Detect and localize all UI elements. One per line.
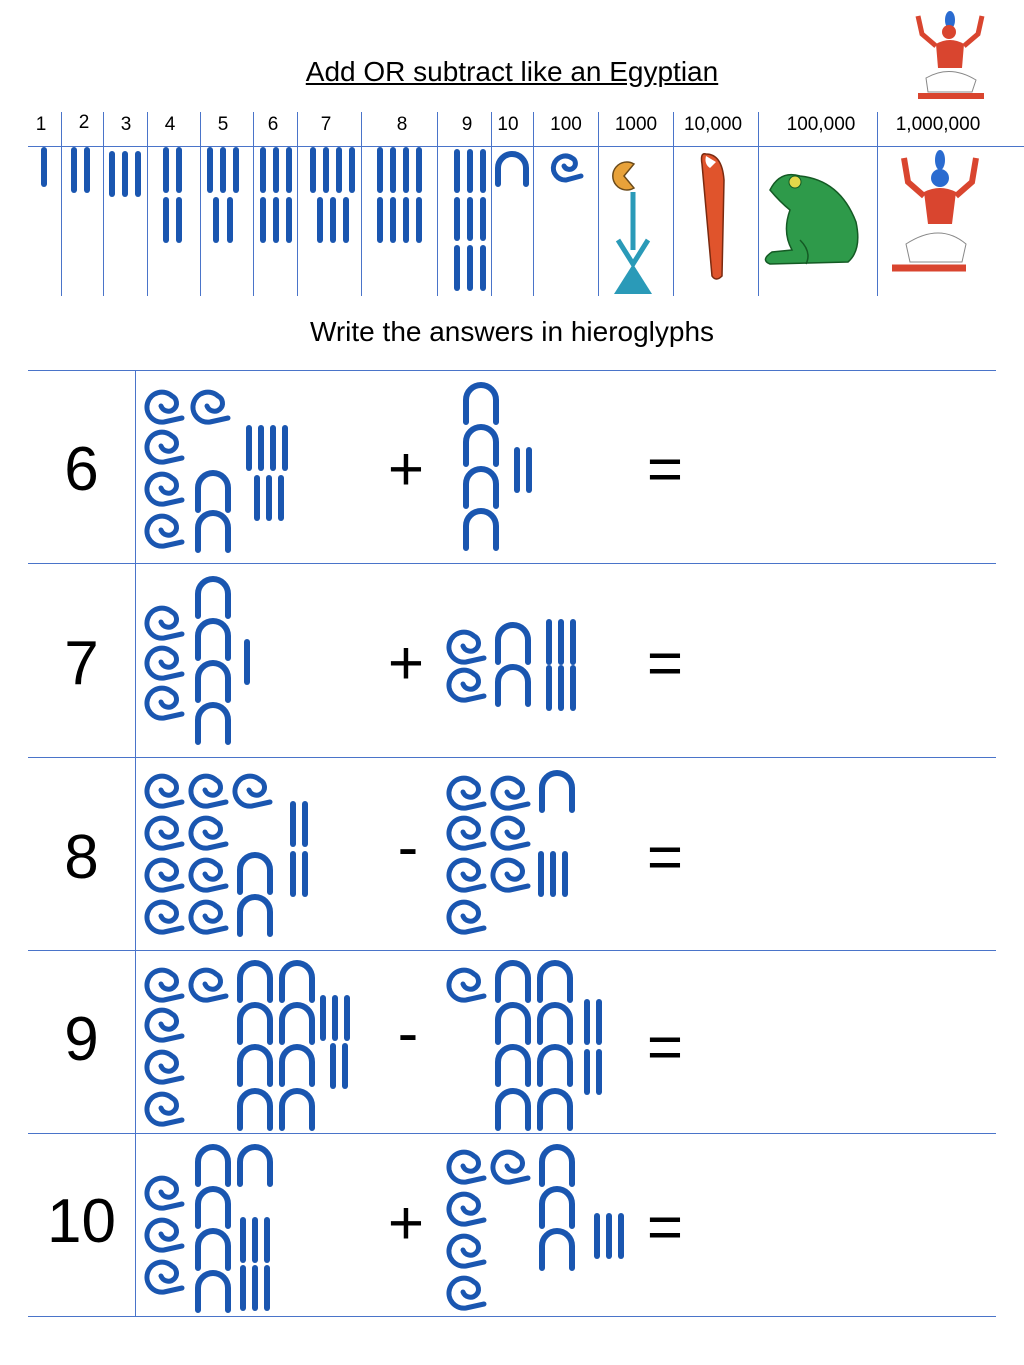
problem-number: 10 (47, 1187, 116, 1256)
equals-sign: = (646, 435, 684, 504)
key-label: 100 (550, 114, 582, 135)
heel-bone-icon (466, 385, 496, 422)
heel-bone-icon (466, 427, 496, 464)
heel-bone-icon (240, 897, 270, 934)
problem-number: 9 (64, 1005, 99, 1074)
key-label: 4 (164, 114, 176, 135)
heel-bone-icon (542, 1147, 572, 1184)
heel-bone-icon (540, 963, 570, 1000)
coil-rope-icon (449, 1236, 484, 1266)
equals-sign: = (646, 823, 684, 892)
heel-bone-icon (198, 621, 228, 658)
heel-bone-icon (198, 579, 228, 616)
heel-bone-icon (198, 705, 228, 742)
heel-bone-icon (540, 1091, 570, 1128)
problem-number: 8 (64, 823, 99, 892)
heel-bone-icon (240, 855, 270, 892)
key-label: 9 (461, 114, 473, 135)
key-label: 100,000 (786, 114, 856, 135)
coil-rope-icon (449, 1278, 484, 1308)
coil-rope-icon (493, 818, 528, 848)
heel-bone-icon (498, 1047, 528, 1084)
heel-bone-icon (240, 1091, 270, 1128)
coil-rope-icon (147, 1052, 182, 1082)
operator-sign: - (397, 813, 419, 882)
problem-number: 6 (64, 435, 99, 504)
key-label: 6 (267, 114, 279, 135)
heel-bone-icon (466, 469, 496, 506)
heel-bone-icon (198, 513, 228, 550)
heel-bone-icon (198, 1231, 228, 1268)
coil-rope-icon (191, 902, 226, 932)
key-label: 10 (497, 114, 519, 135)
coil-rope-icon (493, 1152, 528, 1182)
page-title: Add OR subtract like an Egyptian (305, 56, 719, 87)
heel-bone-icon (498, 1005, 528, 1042)
coil-rope-icon (147, 608, 182, 638)
heel-bone-icon (282, 1005, 312, 1042)
coil-rope-icon (191, 818, 226, 848)
coil-rope-icon (147, 860, 182, 890)
coil-rope-icon (235, 776, 270, 806)
coil-rope-icon (449, 1194, 484, 1224)
hieroglyph-group-right (449, 1147, 621, 1308)
key-label: 5 (217, 114, 229, 135)
key-label: 1 (35, 114, 47, 135)
hieroglyph-group-right (449, 622, 573, 708)
key-label: 3 (120, 114, 132, 135)
coil-rope-icon (449, 1152, 484, 1182)
coil-rope-icon (193, 392, 228, 422)
coil-rope-icon (493, 778, 528, 808)
heel-bone-icon (198, 1273, 228, 1310)
heel-bone-icon (198, 663, 228, 700)
key-label: 2 (78, 112, 90, 133)
coil-rope-icon (449, 778, 484, 808)
coil-rope-icon (449, 632, 484, 662)
coil-rope-icon (147, 516, 182, 546)
coil-rope-icon (147, 1262, 182, 1292)
heel-bone-icon (542, 1189, 572, 1226)
equals-sign: = (646, 1193, 684, 1262)
key-label: 8 (396, 114, 408, 135)
heel-bone-icon (240, 1147, 270, 1184)
heel-bone-icon (498, 1091, 528, 1128)
coil-rope-icon (449, 970, 484, 1000)
equals-sign: = (646, 629, 684, 698)
coil-rope-icon (147, 392, 182, 422)
problem-number: 7 (64, 629, 99, 698)
coil-rope-icon (147, 688, 182, 718)
coil-rope-icon (147, 776, 182, 806)
hieroglyph-group-left (147, 963, 347, 1128)
coil-rope-icon (191, 970, 226, 1000)
hieroglyph-group-left (147, 392, 285, 550)
heel-bone-icon (282, 1047, 312, 1084)
coil-rope-icon (147, 1220, 182, 1250)
heel-bone-icon (542, 773, 572, 810)
coil-rope-icon (147, 818, 182, 848)
coil-rope-icon (147, 1094, 182, 1124)
coil-rope-icon (493, 860, 528, 890)
heel-bone-icon (540, 1047, 570, 1084)
hieroglyph-group-left (147, 776, 305, 934)
heel-bone-icon (498, 667, 528, 704)
hieroglyph-group-left (147, 579, 247, 742)
coil-rope-icon (147, 432, 182, 462)
heel-bone-icon (240, 1047, 270, 1084)
coil-rope-icon (147, 902, 182, 932)
heel-bone-icon (542, 1231, 572, 1268)
coil-rope-icon (147, 1010, 182, 1040)
coil-rope-icon (147, 970, 182, 1000)
heel-bone-icon (498, 625, 528, 662)
key-label: 1000 (614, 114, 658, 135)
heel-bone-icon (240, 1005, 270, 1042)
equals-sign: = (646, 1013, 684, 1082)
coil-rope-icon (449, 902, 484, 932)
heel-bone-icon (540, 1005, 570, 1042)
coil-rope-icon (449, 860, 484, 890)
key-label: 7 (320, 114, 332, 135)
instructions: Write the answers in hieroglyphs (309, 316, 715, 347)
hieroglyph-group-right (449, 773, 572, 932)
hieroglyph-group-right (466, 385, 529, 548)
coil-rope-icon (147, 1178, 182, 1208)
heel-bone-icon (282, 1091, 312, 1128)
operator-sign: + (387, 1189, 425, 1258)
operator-sign: - (397, 999, 419, 1068)
coil-rope-icon (191, 860, 226, 890)
key-label: 10,000 (683, 114, 743, 135)
heel-bone-icon (240, 963, 270, 1000)
heel-bone-icon (498, 963, 528, 1000)
coil-rope-icon (191, 776, 226, 806)
heel-bone-icon (198, 1147, 228, 1184)
coil-rope-icon (449, 818, 484, 848)
coil-rope-icon (147, 474, 182, 504)
coil-rope-icon (147, 648, 182, 678)
heel-bone-icon (282, 963, 312, 1000)
key-label: 1,000,000 (895, 114, 981, 135)
hieroglyph-group-right (449, 963, 599, 1128)
operator-sign: + (387, 629, 425, 698)
heel-bone-icon (198, 473, 228, 510)
hieroglyph-group-left (147, 1147, 270, 1310)
heel-bone-icon (198, 1189, 228, 1226)
operator-sign: + (387, 435, 425, 504)
coil-rope-icon (449, 670, 484, 700)
heel-bone-icon (466, 511, 496, 548)
